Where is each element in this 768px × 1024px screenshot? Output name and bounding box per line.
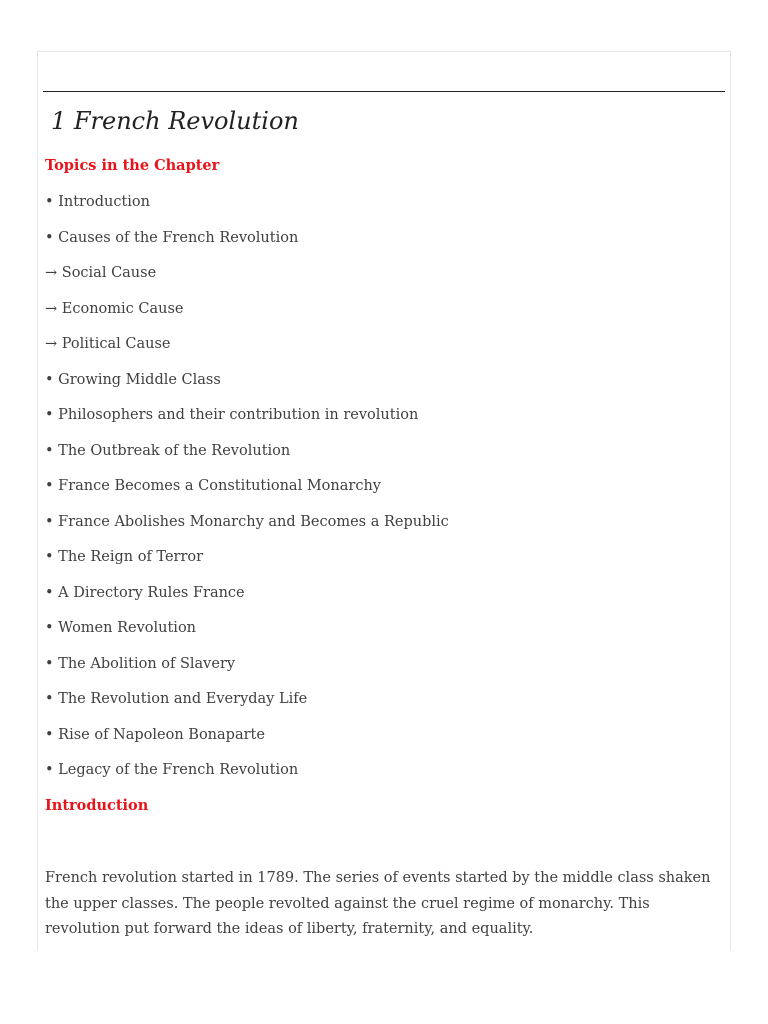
topic-subitem: → Social Cause bbox=[45, 265, 157, 281]
topic-item: • Women Revolution bbox=[45, 620, 197, 636]
topic-item: • A Directory Rules France bbox=[45, 584, 245, 601]
topic-item: • Introduction bbox=[45, 194, 150, 210]
topic-item: • The Abolition of Slavery bbox=[45, 655, 236, 672]
topic-item: • Legacy of the French Revolution bbox=[45, 762, 299, 778]
topic-item: • Causes of the French Revolution bbox=[45, 229, 299, 246]
chapter-title: 1 French Revolution bbox=[51, 107, 299, 135]
topic-subitem: → Economic Cause bbox=[45, 300, 184, 317]
topic-item: • Philosophers and their contribution in revolution bbox=[45, 407, 419, 423]
introduction-heading: Introduction bbox=[45, 797, 149, 814]
topics-heading: Topics in the Chapter bbox=[45, 157, 220, 174]
topics-list bbox=[45, 190, 449, 794]
title-rule bbox=[43, 91, 725, 92]
topic-item: • France Becomes a Constitutional Monarchy bbox=[45, 478, 381, 494]
topic-item: • Rise of Napoleon Bonaparte bbox=[45, 726, 265, 743]
topic-subitem: → Political Cause bbox=[45, 336, 171, 352]
topic-item: • Growing Middle Class bbox=[45, 371, 221, 388]
topic-item: • The Revolution and Everyday Life bbox=[45, 691, 308, 707]
topic-item: • France Abolishes Monarchy and Becomes a Republic bbox=[45, 513, 449, 530]
topic-item: • The Reign of Terror bbox=[45, 549, 204, 565]
topic-item: • The Outbreak of the Revolution bbox=[45, 442, 291, 459]
introduction-paragraph: French revolution started in 1789. The series of events started by the middle class shaken the upper classes. The people revolted against the cruel regime of monarchy. This revolution put forward the ideas of liberty, fraternity, and equality. bbox=[45, 870, 711, 937]
